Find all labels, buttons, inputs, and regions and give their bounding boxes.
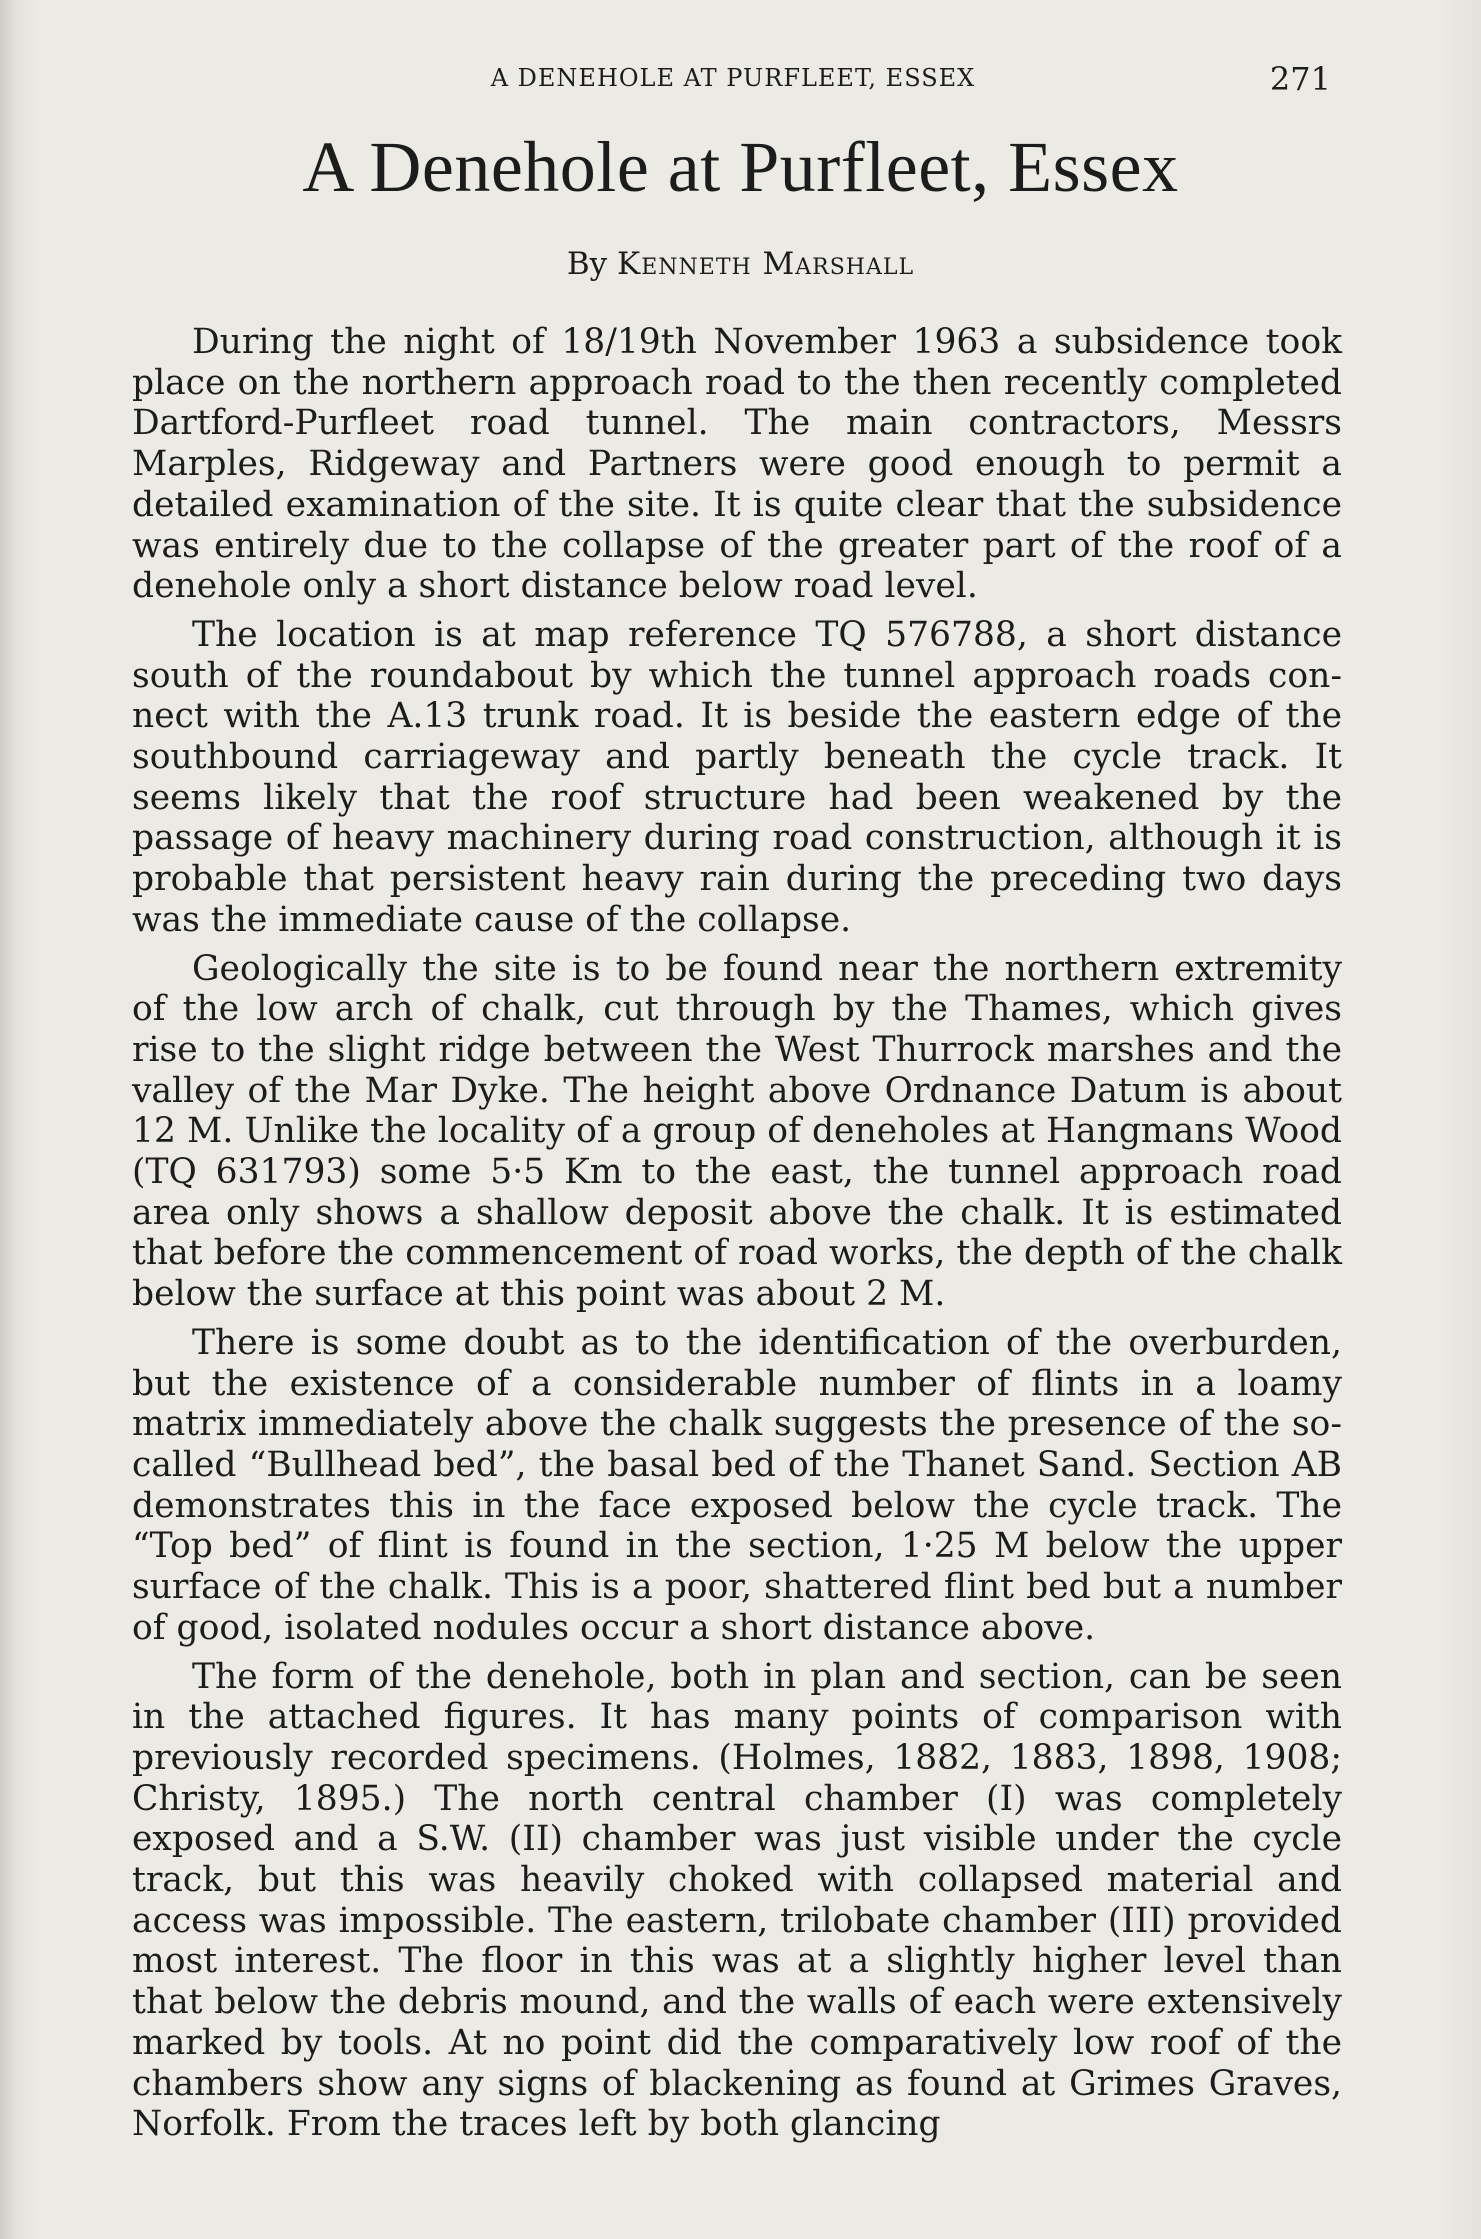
author-name: Kenneth Marshall xyxy=(617,246,915,282)
article-body xyxy=(132,322,1342,2153)
paragraph: During the night of 18/19th November 1963 a subsidence took place on the northern approach road to the then recently completed Dartford-Purfleet road tunnel. The main contractors, Messrs Marples, Ridgeway and Partners were good enough to permit a detailed examination of the site. It is quite clear that the subsidence was entirely due to the collapse of the greater part of the roof of a denehole only a short distance below road level. xyxy=(132,322,1342,607)
byline-prefix: By xyxy=(566,246,608,282)
page-number: 271 xyxy=(1269,60,1331,98)
byline xyxy=(0,246,1481,282)
article-title: A Denehole at Purfleet, Essex xyxy=(302,127,1179,207)
paragraph: The form of the denehole, both in plan and section, can be seen in the attached figures. It has many points of comparison with previously recorded specimens. (Holmes, 1882, 1883, 1898, 1908; Christy, 1895.) The north central chamber (I) was completely exposed and a S.W. (II) chamber was just visible under the cycle track, but this was heavily choked with collapsed material and access was impossible. The eastern, trilobate chamber (III) provided most interest. The floor in this was at a slightly higher level than that below the debris mound, and the walls of each were extensively marked by tools. At no point did the comparatively low roof of the chambers show any signs of blackening as found at Grimes Graves, Norfolk. From the traces left by both glancing xyxy=(132,1656,1342,2145)
running-title: A DENEHOLE AT PURFLEET, ESSEX xyxy=(490,64,976,92)
paragraph: There is some doubt as to the identification of the overburden, but the existence of a considerable number of flints in a loamy matrix immediately above the chalk suggests the presence of the so-called “Bullhead bed”, the basal bed of the Thanet Sand. Section AB demonstrates this in the face exposed below the cycle track. The “Top bed” of flint is found in the section, 1·25 M below the upper surface of the chalk. This is a poor, shattered flint bed but a number of good, isolated nodules occur a short distance above. xyxy=(132,1322,1342,1648)
paragraph: Geologically the site is to be found near the northern extremity of the low arch of chalk, cut through by the Thames, which gives rise to the slight ridge between the West Thurrock marshes and the valley of the Mar Dyke. The height above Ordnance Datum is about 12 M. Unlike the locality of a group of deneholes at Hangmans Wood (TQ 631793) some 5·5 Km to the east, the tunnel approach road area only shows a shallow deposit above the chalk. It is estimated that before the commencement of road works, the depth of the chalk below the surface at this point was about 2 M. xyxy=(132,948,1342,1315)
running-head xyxy=(135,60,1331,104)
paragraph: The location is at map reference TQ 576788, a short distance south of the roundabout by which the tunnel approach roads connect with the A.13 trunk road. It is beside the eastern edge of the southbound carriageway and partly beneath the cycle track. It seems likely that the roof structure had been weakened by the passage of heavy machinery during road construction, although it is probable that persistent heavy rain during the preceding two days was the immediate cause of the collapse. xyxy=(132,614,1342,940)
